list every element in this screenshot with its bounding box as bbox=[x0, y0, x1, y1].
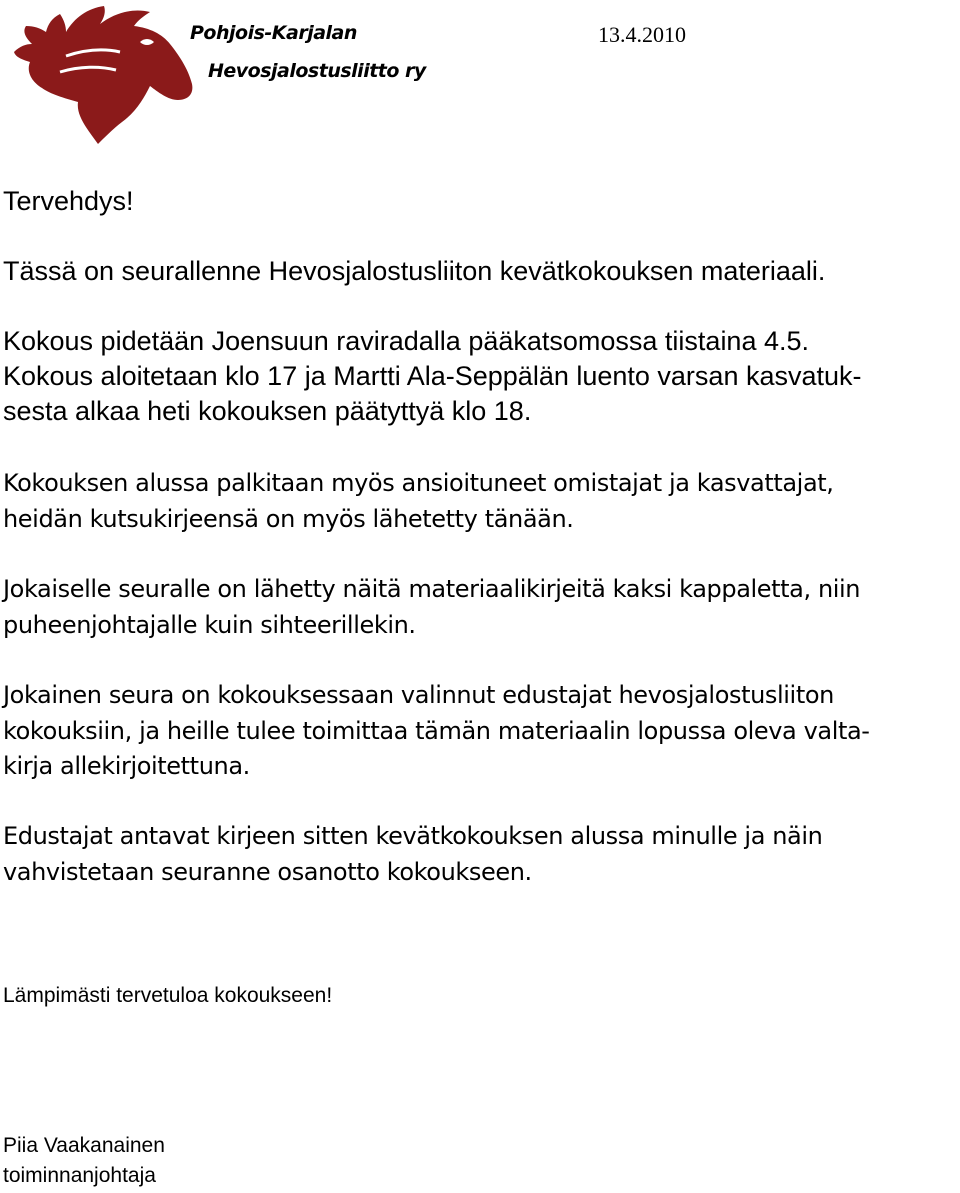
copies-paragraph bbox=[3, 572, 860, 643]
organization-name-line-2: Hevosjalostusliitto ry bbox=[208, 60, 426, 82]
signature-title: toiminnanjohtaja bbox=[3, 1164, 156, 1187]
signature-name: Piia Vaakanainen bbox=[3, 1134, 165, 1157]
paragraph-line: sesta alkaa heti kokouksen päätyttyä klo 18. bbox=[3, 396, 532, 426]
horse-head-icon bbox=[4, 2, 194, 147]
closing-line: Lämpimästi tervetuloa kokoukseen! bbox=[3, 984, 333, 1007]
paragraph-line: Jokainen seura on kokouksessaan valinnut edustajat hevosjalostusliiton bbox=[3, 681, 834, 709]
paragraph-line: Kokous pidetään Joensuun raviradalla pääkatsomossa tiistaina 4.5. bbox=[3, 326, 810, 356]
paragraph-line: Jokaiselle seuralle on lähetty näitä materiaalikirjeitä kaksi kappaletta, niin bbox=[3, 575, 861, 603]
paragraph-line: vahvistetaan seuranne osanotto kokoukseen. bbox=[3, 857, 532, 886]
delegates-paragraph bbox=[3, 678, 870, 785]
greeting: Tervehdys! bbox=[3, 186, 134, 216]
letter-date: 13.4.2010 bbox=[598, 22, 686, 47]
meeting-paragraph bbox=[3, 324, 862, 429]
intro-paragraph: Tässä on seurallenne Hevosjalostusliiton kevätkokouksen materiaali. bbox=[3, 256, 826, 286]
organization-name-line-1: Pohjois-Karjalan bbox=[190, 22, 357, 44]
awards-paragraph bbox=[3, 466, 834, 537]
paragraph-line: heidän kutsukirjeensä on myös lähetetty tänään. bbox=[3, 504, 574, 533]
paragraph-line: kirja allekirjoitettuna. bbox=[3, 752, 250, 780]
submission-paragraph bbox=[3, 819, 822, 890]
signature-block bbox=[3, 1131, 165, 1191]
paragraph-line: kokouksiin, ja heille tulee toimittaa tämän materiaalin lopussa oleva valta- bbox=[3, 716, 870, 745]
paragraph-line: Kokous aloitetaan klo 17 ja Martti Ala-Seppälän luento varsan kasvatuk- bbox=[3, 361, 862, 391]
paragraph-line: puheenjohtajalle kuin sihteerillekin. bbox=[3, 610, 416, 639]
paragraph-line: Edustajat antavat kirjeen sitten kevätkokouksen alussa minulle ja näin bbox=[3, 822, 823, 850]
paragraph-line: Kokouksen alussa palkitaan myös ansioituneet omistajat ja kasvattajat, bbox=[3, 469, 834, 497]
